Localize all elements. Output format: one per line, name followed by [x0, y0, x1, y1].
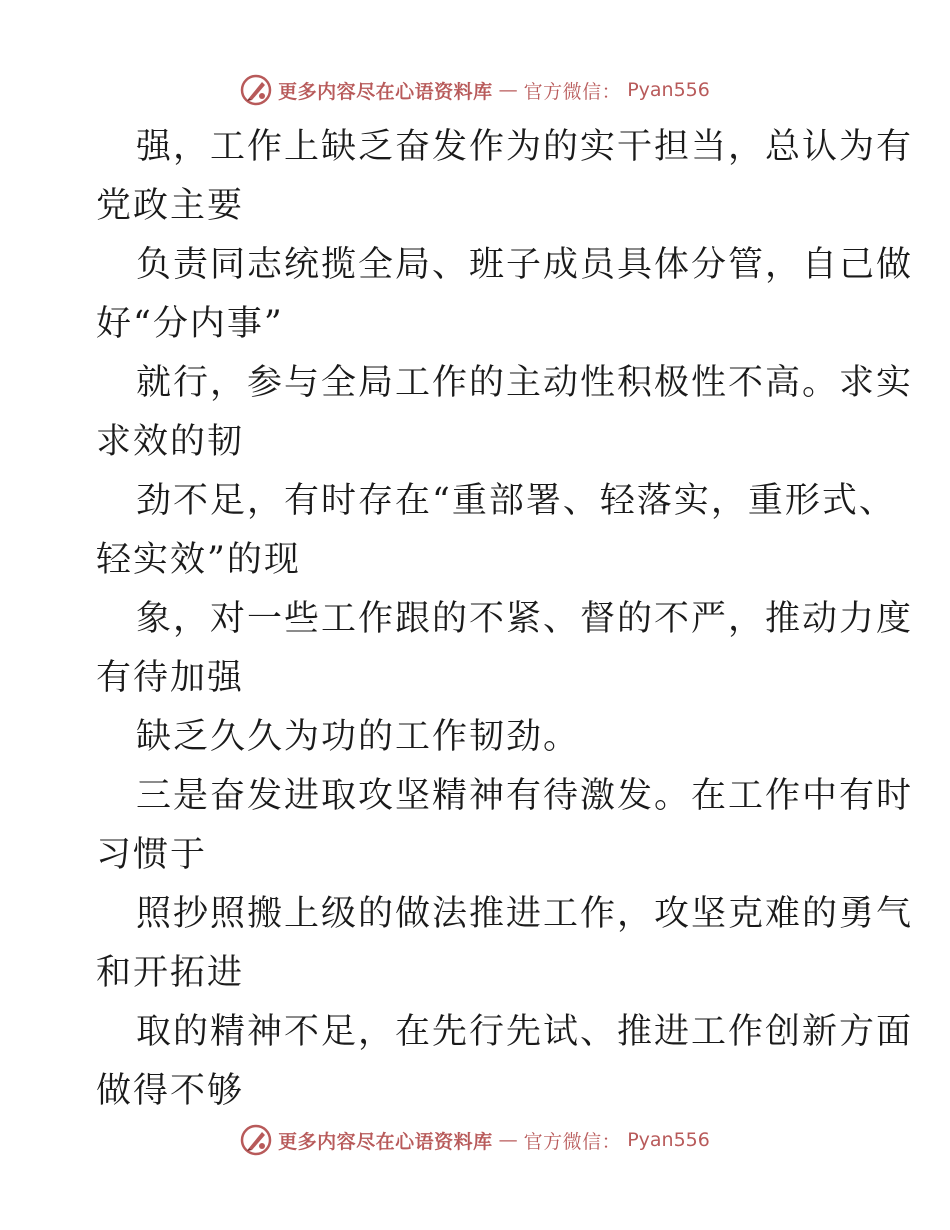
text-line: 负责同志统揽全局、班子成员具体分管，自己做	[136, 245, 914, 285]
header-brand	[240, 74, 710, 106]
quill-pen-logo-icon	[240, 1124, 272, 1156]
text-line: 做得不够	[96, 1071, 245, 1111]
text-line: 劲不足，有时存在“重部署、轻落实，重形式、	[136, 481, 896, 521]
text-line: 就行，参与全局工作的主动性积极性不高。求实	[136, 363, 914, 403]
text-line: 照抄照搬上级的做法推进工作，攻坚克难的勇气	[136, 894, 914, 934]
text-line: 缺乏久久为功的工作韧劲。	[136, 717, 581, 757]
text-line: 有待加强	[96, 658, 245, 698]
text-line: 习惯于	[96, 835, 208, 875]
text-line: 强，工作上缺乏奋发作为的实干担当，总认为有	[136, 127, 914, 167]
header-separator: —	[498, 79, 518, 101]
text-line: 轻实效”的现	[96, 540, 301, 580]
text-line: 三是奋发进取攻坚精神有待激发。在工作中有时	[136, 776, 914, 816]
text-line: 取的精神不足，在先行先试、推进工作创新方面	[136, 1012, 914, 1052]
page-footer	[0, 1120, 950, 1160]
document-body	[96, 118, 914, 1121]
text-line: 象，对一些工作跟的不紧、督的不严，推动力度	[136, 599, 914, 639]
header-wechat-label: 官方微信：	[523, 80, 622, 103]
text-line: 和开拓进	[96, 953, 245, 993]
header-brand-text: 更多内容尽在心语资料库	[278, 80, 493, 103]
quill-pen-logo-icon	[240, 74, 272, 106]
text-line: 好“分内事”	[96, 304, 284, 344]
footer-wechat-id: Pyan556	[627, 1129, 710, 1151]
footer-brand	[240, 1124, 710, 1156]
footer-wechat-label: 官方微信：	[523, 1130, 622, 1153]
page-header	[0, 70, 950, 110]
header-wechat-id: Pyan556	[627, 79, 710, 101]
footer-separator: —	[498, 1129, 518, 1151]
text-line: 求效的韧	[96, 422, 245, 462]
text-line: 党政主要	[96, 186, 245, 226]
footer-brand-text: 更多内容尽在心语资料库	[278, 1130, 493, 1153]
